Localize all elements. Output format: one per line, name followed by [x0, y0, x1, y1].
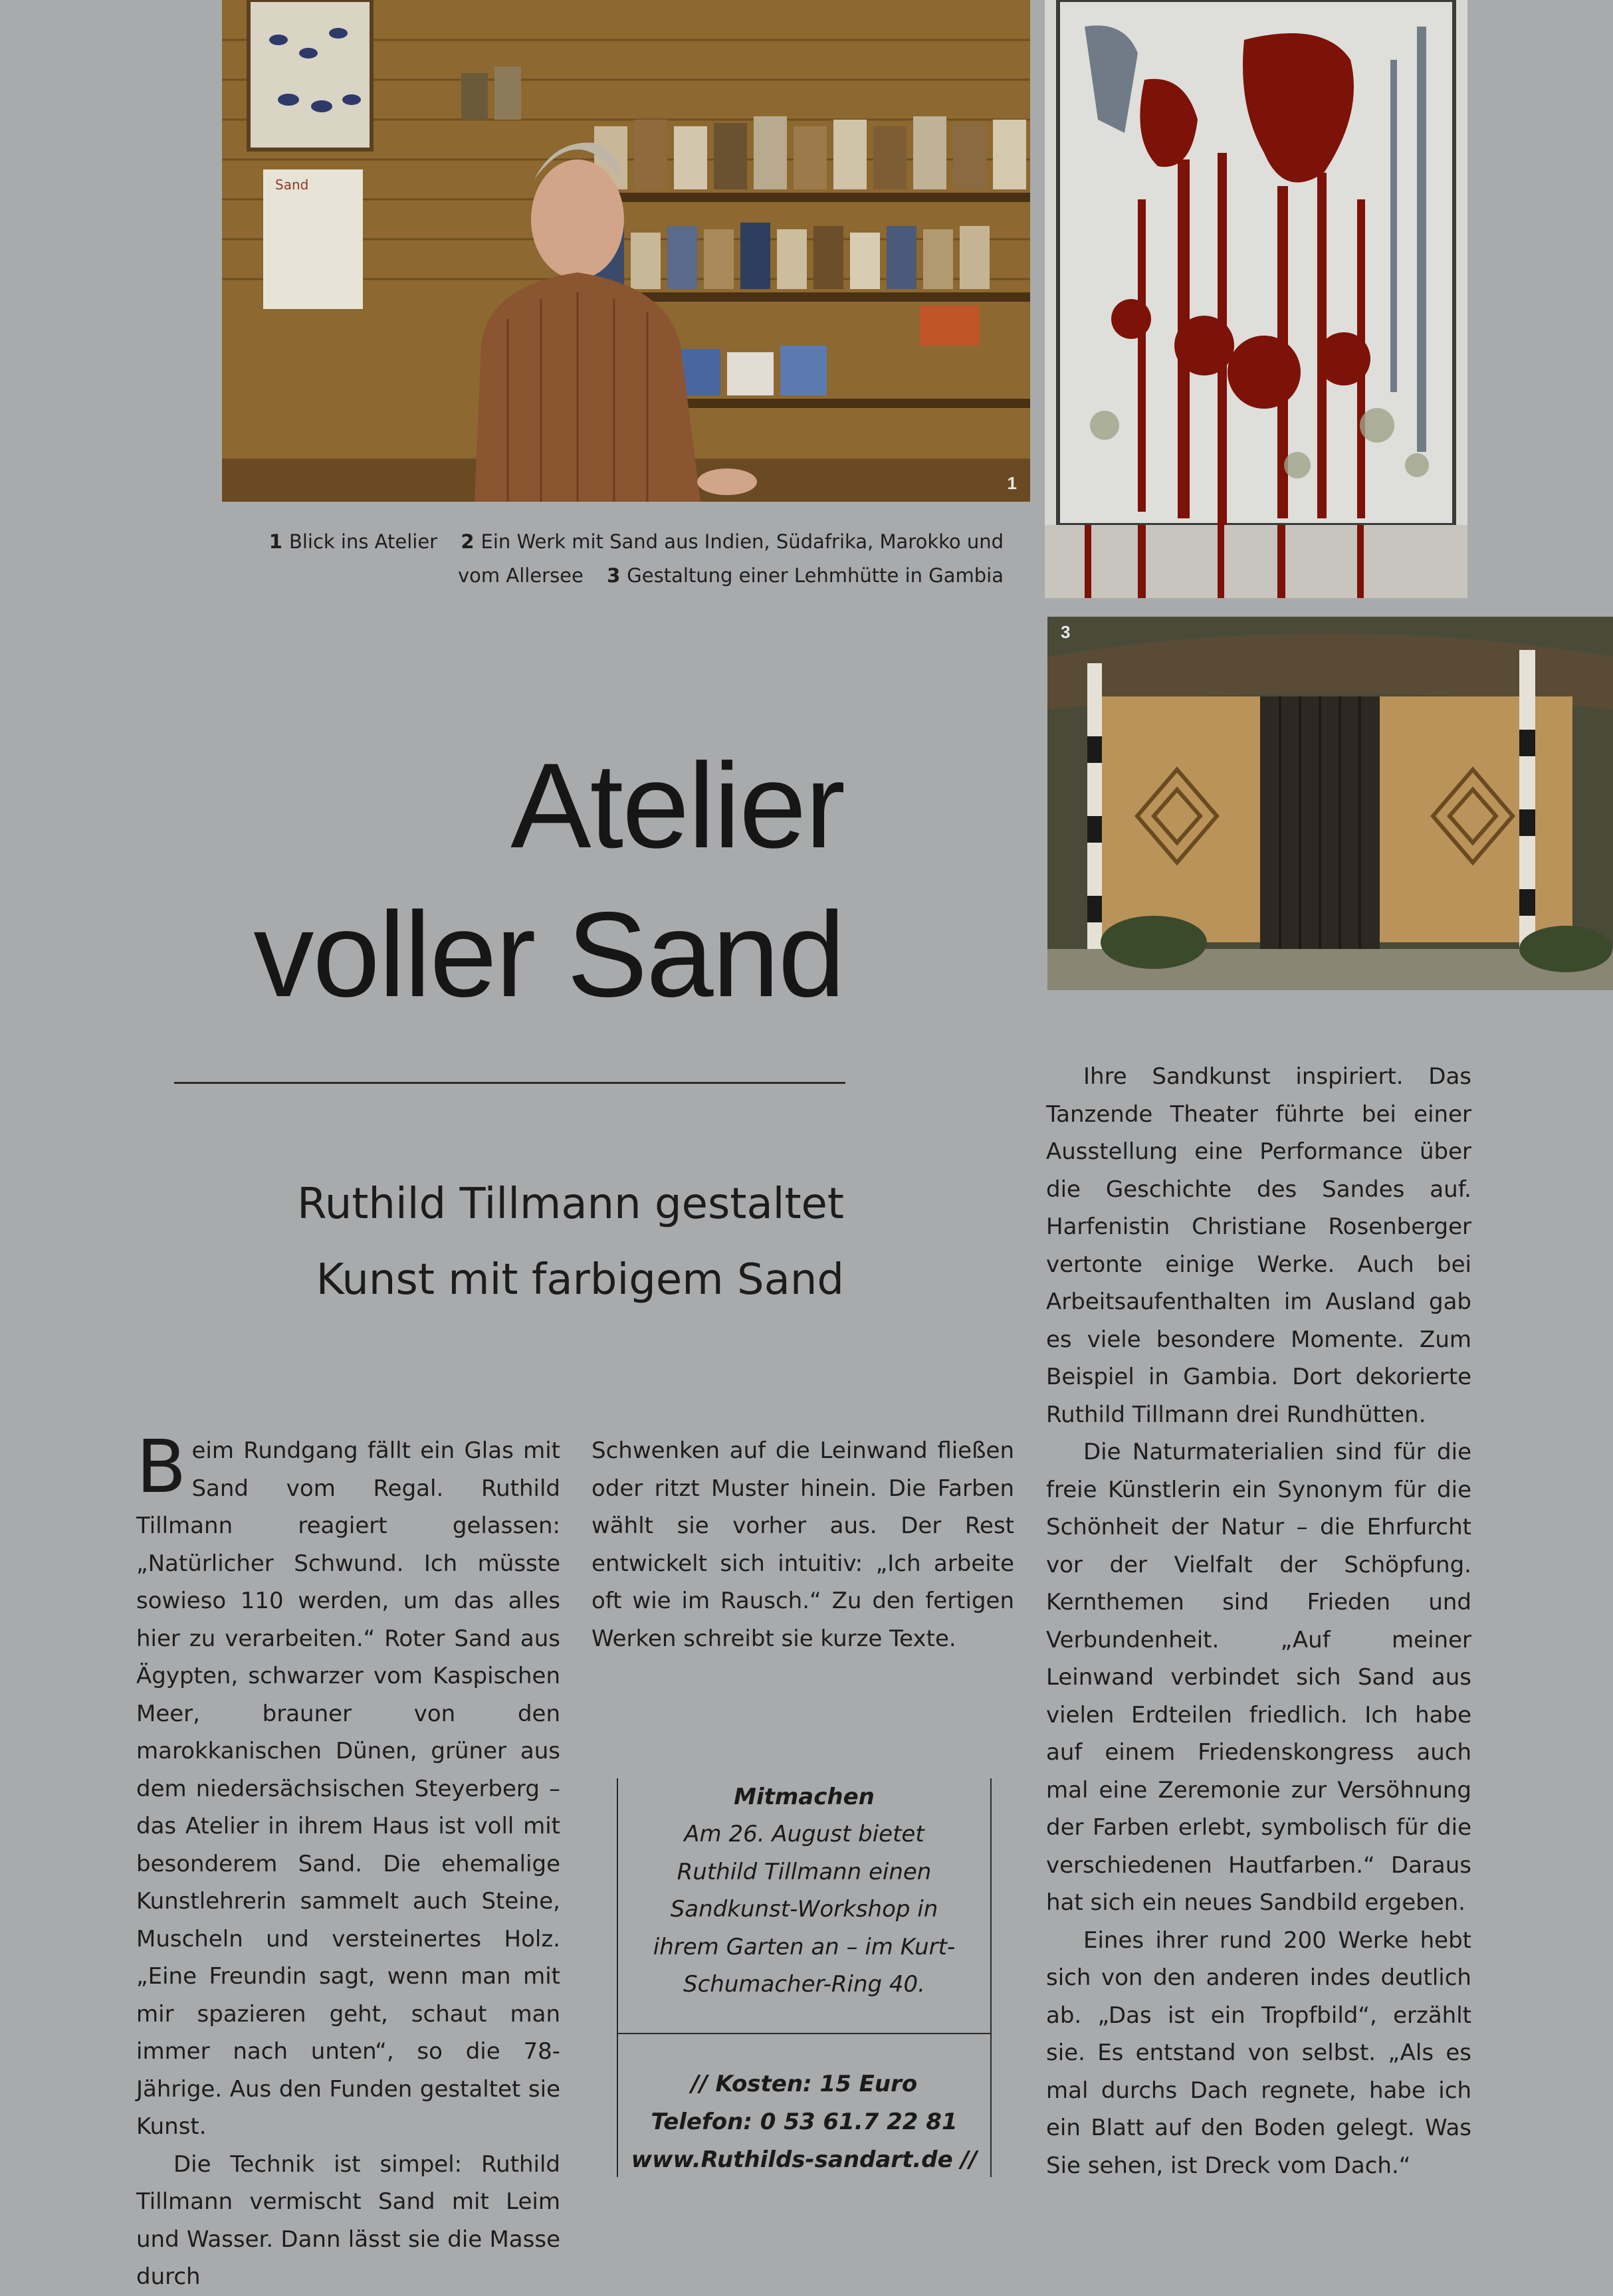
photo-atelier [222, 0, 1030, 502]
caption-text-2b: vom Allersee [457, 564, 584, 587]
infobox-line: Schumacher-Ring 40. [683, 1971, 925, 1998]
headline-line-1: Atelier [510, 738, 844, 873]
article-paragraph: Schwenken auf die Leinwand fließen oder ritzt Muster hinein. Die Farben wählt sie vorher aus. Der Rest entwickelt sich intuitiv: „Ich arbeite oft wie im Rausch.“ Zu den fertigen Werken schreibt sie kurze Texte. [591, 1437, 1014, 1652]
infobox-line: Ruthild Tillmann einen [677, 1858, 932, 1885]
atelier-illustration [222, 0, 1030, 502]
infobox-line: Am 26. August bietet [684, 1821, 924, 1847]
caption-num-2: 2 [461, 530, 475, 553]
photo-mud-hut [1047, 617, 1613, 990]
subheadline [199, 1166, 844, 1318]
photo-drip-artwork [1045, 0, 1467, 598]
article-paragraph: Eines ihrer rund 200 Werke hebt sich von den anderen indes deutlich ab. „Das ist ein Tropfbild“, erzählt sie. Es entstand von selbst. „Als es mal durchs Dach regnete, habe ich ein Blatt auf den Boden gelegt. Was Sie sehen, ist Dreck vom Dach.“ [1046, 1927, 1471, 2179]
article-paragraph: Die Naturmaterialien sind für die freie Künstlerin ein Synonym für die Schönheit der Natur – die Ehrfurcht vor der Vielfalt der Schöpfung. Kernthemen sind Frieden und Verbundenheit. „Auf meiner Leinwand verbindet sich Sand aus vielen Erdteilen friedlich. Ich habe auf einem Friedenskongress auch mal eine Zeremonie zur Versöhnung der Farben erlebt, symbolisch für die verschiedenen Hautfarben.“ Daraus hat sich ein neues Sandbild ergeben. [1046, 1439, 1471, 1916]
infobox-contact [618, 2065, 990, 2179]
infobox-website[interactable]: www.Ruthilds-sandart.de // [631, 2146, 978, 2173]
subheadline-line-1: Ruthild Tillmann gestaltet [297, 1180, 844, 1229]
paragraph-text: eim Rundgang fällt ein Glas mit Sand vom Regal. Ruthild Tillmann reagiert gelassen: „Natürlicher Schwund. Ich müsste sowieso 110 werden, um das alles hier zu verarbeiten.“ Roter Sand aus Ägypten, schwarzer vom Kaspischen Meer, brauner von den marokkanischen Dünen, grüner aus dem niedersächsischen Steyerberg – das Atelier in ihrem Haus ist voll mit besonderem Sand. Die ehemalige Kunstlehrerin sammelt auch Steine, Muscheln und versteinertes Holz. „Eine Freundin sagt, wenn man mit mir spazieren geht, schaut man immer nach unten“, so die 78-Jährige. Aus den Funden gestaltet sie Kunst. [136, 1437, 560, 2140]
caption-text-1: Blick ins Atelier [288, 530, 438, 553]
infobox-heading: Mitmachen [734, 1784, 875, 1810]
mud-hut-illustration [1047, 617, 1613, 990]
headline-line-2: voller Sand [253, 887, 844, 1022]
photo3-number: 3 [1061, 622, 1071, 642]
article-paragraph [136, 1424, 560, 2146]
photo-caption [219, 525, 1004, 593]
caption-num-3: 3 [607, 564, 621, 587]
infobox-body [618, 1816, 990, 2004]
article-paragraph: Die Technik ist simpel: Ruthild Tillmann vermischt Sand mit Leim und Wasser. Dann lässt sie die Masse durch [136, 2150, 560, 2290]
infobox-phone: Telefon: 0 53 61.7 22 81 [651, 2109, 958, 2135]
workshop-infobox [617, 1778, 992, 2177]
infobox-cost: // Kosten: 15 Euro [691, 2071, 918, 2097]
article-paragraph: Ihre Sandkunst inspiriert. Das Tanzende Theater führte bei einer Ausstellung eine Performance über die Geschichte des Sandes auf. Harfenistin Christiane Rosenberger vertonte einige Werke. Auch bei Arbeitsaufenthalten im Ausland gab es viele besondere Momente. Zum Beispiel in Gambia. Dort dekorierte Ruthild Tillmann drei Rundhütten. [1046, 1063, 1471, 1428]
photo1-number: 1 [1007, 473, 1017, 493]
article-column-3 [1046, 1058, 1471, 2184]
subheadline-line-2: Kunst mit farbigem Sand [316, 1255, 844, 1305]
drop-cap: B [136, 1424, 187, 1509]
headline-divider [174, 1082, 845, 1084]
caption-text-2: Ein Werk mit Sand aus Indien, Südafrika, Marokko und [481, 530, 1004, 553]
infobox-line: ihrem Garten an – im Kurt- [653, 1933, 956, 1960]
drip-painting-illustration [1045, 0, 1467, 598]
caption-text-3: Gestaltung einer Lehmhütte in Gambia [627, 564, 1004, 587]
headline [133, 731, 844, 1029]
article-column-2 [591, 1432, 1014, 1657]
svg-text:Sand: Sand [275, 177, 309, 193]
infobox-divider [617, 2033, 992, 2034]
caption-num-1: 1 [269, 530, 282, 553]
infobox-line: Sandkunst-Workshop in [670, 1896, 938, 1923]
article-column-1 [136, 1424, 560, 2296]
